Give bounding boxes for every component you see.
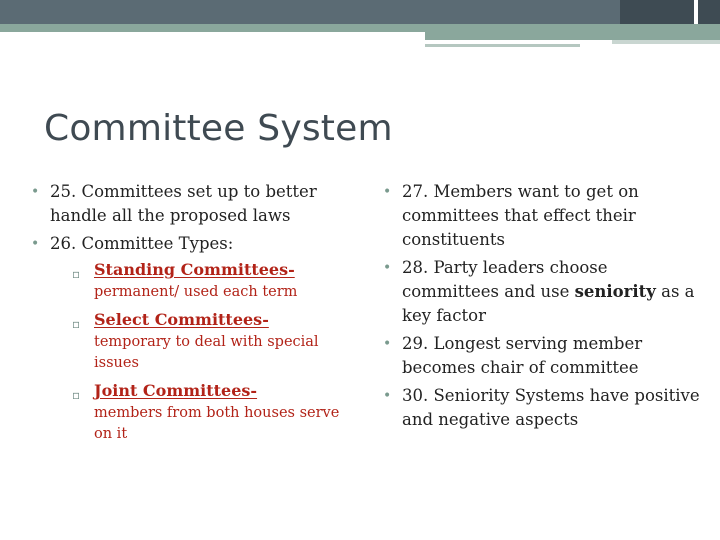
- top-bar: [0, 0, 720, 24]
- top-bar-gap: [694, 0, 698, 24]
- bullet-29: • 29. Longest serving member becomes chair of committee: [380, 332, 700, 380]
- committee-types-list: [50, 258, 358, 445]
- bullet-27: • 27. Members want to get on committees that effect their constituents: [380, 180, 700, 252]
- joint-committees-term: Joint Committees-: [94, 381, 258, 400]
- select-committees-term: Select Committees-: [94, 310, 269, 329]
- bullet-25: • 25. Committees set up to better handle all the proposed laws: [28, 180, 358, 228]
- sub-bullet-joint: [70, 379, 358, 445]
- bullet-28-text-start: 28. Party leaders choose committees and use: [402, 258, 608, 301]
- standing-committees-desc: permanent/ used each term: [94, 284, 298, 300]
- slide-title: Committee System: [44, 108, 393, 149]
- standing-committees-term: Standing Committees-: [94, 260, 295, 279]
- left-column: [28, 180, 358, 450]
- bullet-26: [28, 232, 358, 445]
- bullet-28-text-end: as a key factor: [402, 282, 695, 325]
- left-bullet-list: [28, 180, 358, 445]
- sub-bullet-standing: [70, 258, 358, 303]
- accent-line-thin-right: [612, 40, 720, 44]
- accent-line-left: [0, 24, 720, 32]
- square-bullet-icon: ▫: [72, 267, 81, 281]
- seniority-keyword: seniority: [574, 282, 656, 301]
- bullet-26-label: 26. Committee Types:: [50, 234, 234, 253]
- bullet-28: [380, 256, 700, 328]
- right-bullet-list: [380, 180, 700, 432]
- square-bullet-icon: ▫: [72, 317, 81, 331]
- top-bar-dark-segment: [620, 0, 720, 24]
- accent-line-right: [425, 32, 720, 40]
- right-column: [380, 180, 700, 436]
- bullet-30: • 30. Seniority Systems have positive and negative aspects: [380, 384, 700, 432]
- sub-bullet-select: [70, 308, 358, 374]
- accent-line-thin: [425, 44, 580, 47]
- joint-committees-desc: members from both houses serve on it: [94, 405, 340, 442]
- select-committees-desc: temporary to deal with special issues: [94, 334, 319, 371]
- square-bullet-icon: ▫: [72, 388, 81, 402]
